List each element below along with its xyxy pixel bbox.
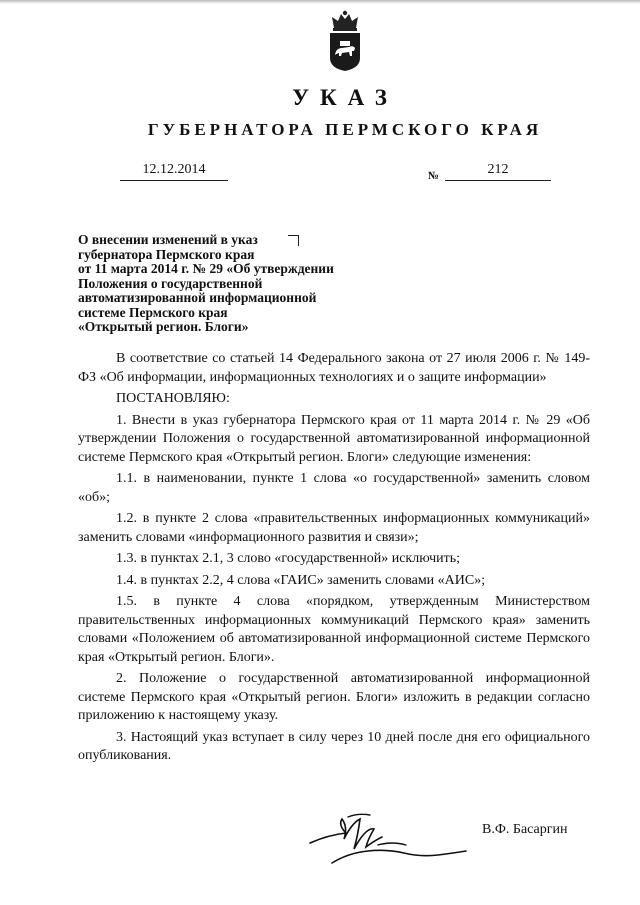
subject-line: «Открытый регион. Блоги»: [78, 319, 249, 334]
subject-line: О внесении изменений в указ: [78, 232, 258, 247]
subject-line: Положения о государственной: [78, 275, 263, 291]
document-body: [78, 350, 590, 769]
coat-of-arms-icon: [327, 10, 363, 72]
item: 1.3. в пунктах 2.1, 3 слово «государственной» исключить;: [116, 551, 461, 566]
handwritten-signature: [308, 805, 468, 875]
subject-line: автоматизированной информационной: [78, 290, 317, 305]
issuer: ГУБЕРНАТОРА ПЕРМСКОГО КРАЯ: [147, 120, 543, 139]
signer-name: В.Ф. Басаргин: [482, 822, 568, 837]
subject-line: системе Пермского края: [78, 304, 228, 320]
item: 2. Положение о государственной автоматизированной информационной системе Пермского края «Открытый регион. Блоги» изложить в редакции согласно приложению к настоящему указу.: [78, 671, 590, 723]
document-date: 12.12.2014: [120, 162, 228, 181]
document-number: 212: [445, 162, 551, 181]
scan-edge: [0, 0, 640, 4]
item: 1.4. в пунктах 2.2, 4 слова «ГАИС» заменить словами «АИС»;: [116, 572, 486, 588]
subject-line: губернатора Пермского края: [78, 246, 255, 262]
item: 3. Настоящий указ вступает в силу через 10 дней после дня его официального опубликования.: [78, 729, 590, 763]
number-sign: №: [428, 170, 440, 182]
item: 1.5. в пункте 4 слова «порядком, утвержденным Министерством правительственных информационных коммуникаций Пермского края» заменить словами «Положением об автоматизированной информационной системе Пермского края «Открытый регион. Блоги».: [78, 594, 590, 665]
item: 1.1. в наименовании, пункте 1 слова «о государственной» заменить словом «об»;: [78, 471, 590, 505]
item: 1. Внести в указ губернатора Пермского края от 11 марта 2014 г. № 29 «Об утверждении Положения о государственной автоматизированной информационной системе Пермского края «Открытый регион. Блоги» следующие изменения:: [78, 412, 590, 465]
preamble: В соответствие со статьей 14 Федерального закона от 27 июля 2006 г. № 149-ФЗ «Об информации, информационных технологиях и о защите информации»: [78, 351, 590, 385]
decree-word: ПОСТАНОВЛЯЮ:: [116, 391, 230, 406]
document-subject: [78, 233, 398, 335]
item: 1.2. в пункте 2 слова «правительственных информационных коммуникаций» заменить словами «информационного развития и связи»;: [78, 511, 590, 545]
subject-line: от 11 марта 2014 г. № 29 «Об утверждении: [78, 261, 334, 276]
document-type: УКАЗ: [292, 85, 398, 110]
